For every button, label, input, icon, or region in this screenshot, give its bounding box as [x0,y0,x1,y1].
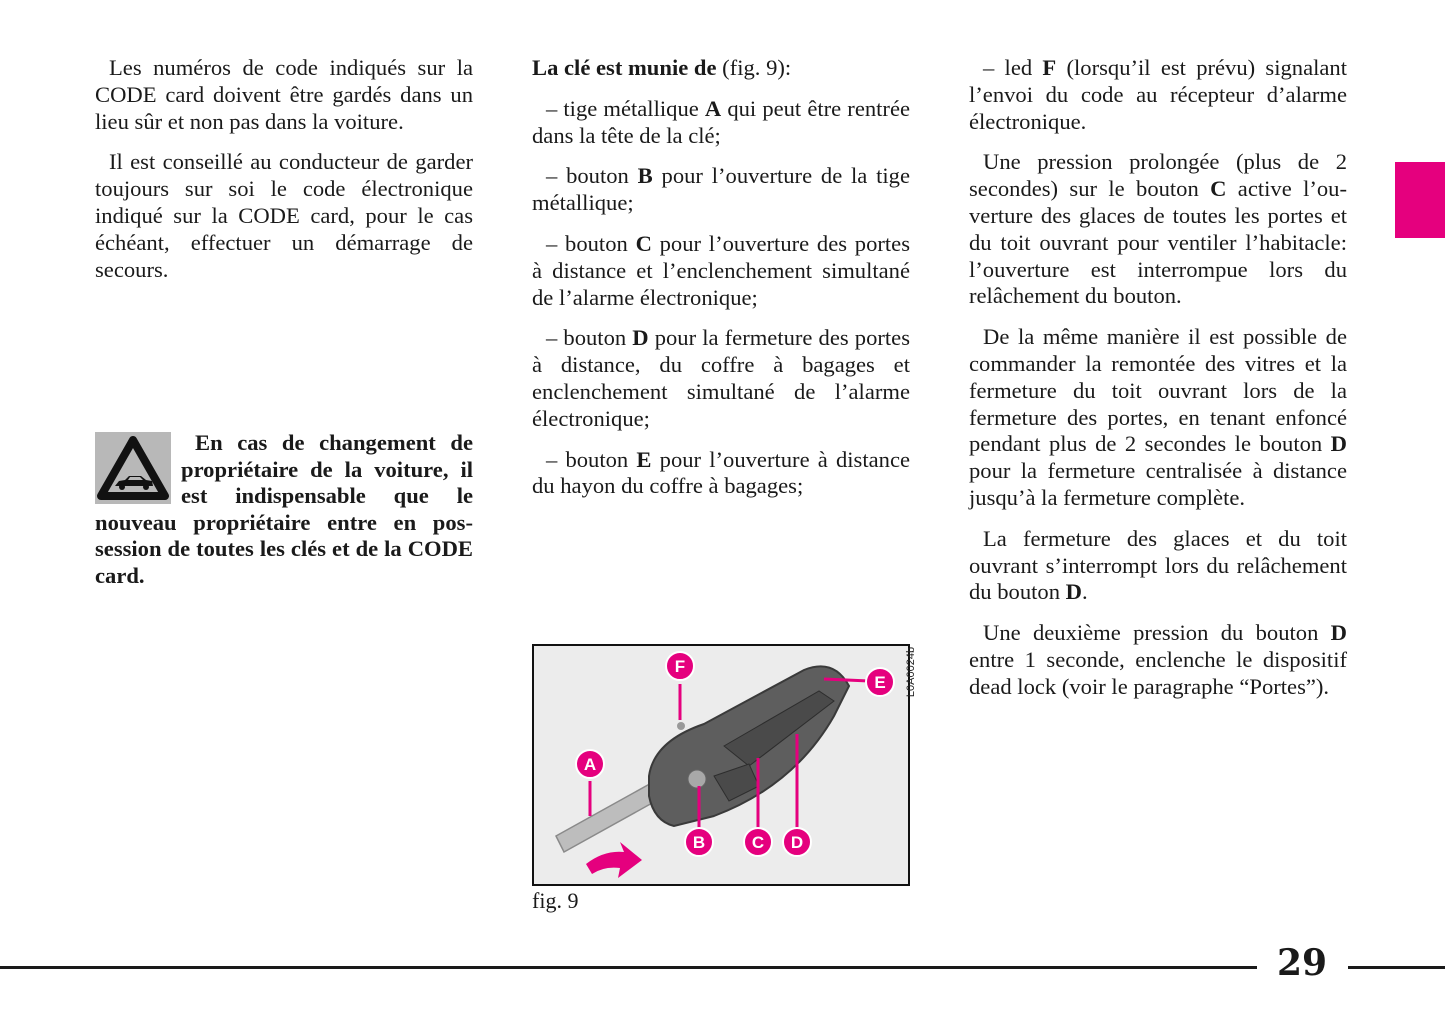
figure-reference: (fig. 9): [722,55,792,80]
key-heading: La clé est munie de (fig. 9): [532,55,792,80]
list-item-C: – bouton C pour l’ouverture des portes à distance et l’enclenchement simultané de l’alarme électronique; [532,230,910,310]
paragraph-long-press-D: De la même manière il est possible de commander la remontée des vitres et la fermeture du toit ouvrant lors de la fermeture des portes, en tenant enfoncé pendant plus de 2 secondes le bouton D pour la fermeture centralisée à distance jusqu’à la fermeture complète. [969,324,1347,510]
section-tab-marker [1395,162,1445,238]
figure-caption: fig. 9 [532,888,579,913]
page-number: 29 [1276,942,1328,984]
paragraph-dead-lock: Une deuxième pression du bouton D entre 1 seconde, enclenche le dispositif dead lock (voir le paragraphe “Portes”). [969,620,1347,699]
svg-text:A: A [583,755,597,774]
column-middle [532,55,910,514]
svg-text:F: F [674,657,686,676]
paragraph-advice: Il est conseillé au conducteur de garder toujours sur soi le code électronique indiqué sur la CODE card, pour le cas échéant, effectuer un démarrage de secours. [95,149,473,282]
figure-code: L0A0024b [905,646,918,698]
list-item-D: – bouton D pour la fermeture des portes à distance, du coffre à bagages et enclenchement simultané de l’alarme électronique; [532,325,910,431]
svg-text:D: D [790,833,804,852]
footer-rule-left [0,966,1257,969]
paragraph-long-press-C: Une pression prolongée (plus de 2 secondes) sur le bouton C active l’ouverture des glaces de toutes les portes et du toit ouvrant pour ventiler l’habitacle: l’ouverture est interrompue lors du relâchement du bouton. [969,149,1347,309]
warning-triangle-car-icon [95,432,171,504]
key-fob-illustration [534,646,908,884]
svg-text:C: C [751,833,765,852]
footer-rule-right [1348,966,1445,969]
column-right [969,55,1347,715]
key-figure [532,644,910,886]
svg-text:E: E [874,673,886,692]
paragraph-code-numbers: Les numéros de code indiqués sur la CODE card doivent être gardés dans un lieu sûr et non pas dans la voiture. [95,55,473,134]
list-item-B: – bouton B pour l’ouverture de la tige métallique; [532,163,910,216]
warning-note [95,430,473,590]
paragraph-release-D: La fermeture des glaces et du toit ouvrant s’interrompt lors du relâchement du bouton D. [969,525,1347,605]
svg-text:B: B [692,833,706,852]
list-item-F: – led F (lorsqu’il est prévu) signalant l’envoi du code au récepteur d’alarme électronique. [969,55,1347,134]
warning-text: En cas de changement de propriétaire de la voiture, il est indispensable que le nouveau propriétaire entre en possession de toutes les clés et de la CODE card. [95,430,473,588]
column-left [95,55,473,297]
list-item-E: – bouton E pour l’ouverture à distance du hayon du coffre à bagages; [532,446,910,499]
list-item-A: – tige métallique A qui peut être rentrée dans la tête de la clé; [532,95,911,148]
